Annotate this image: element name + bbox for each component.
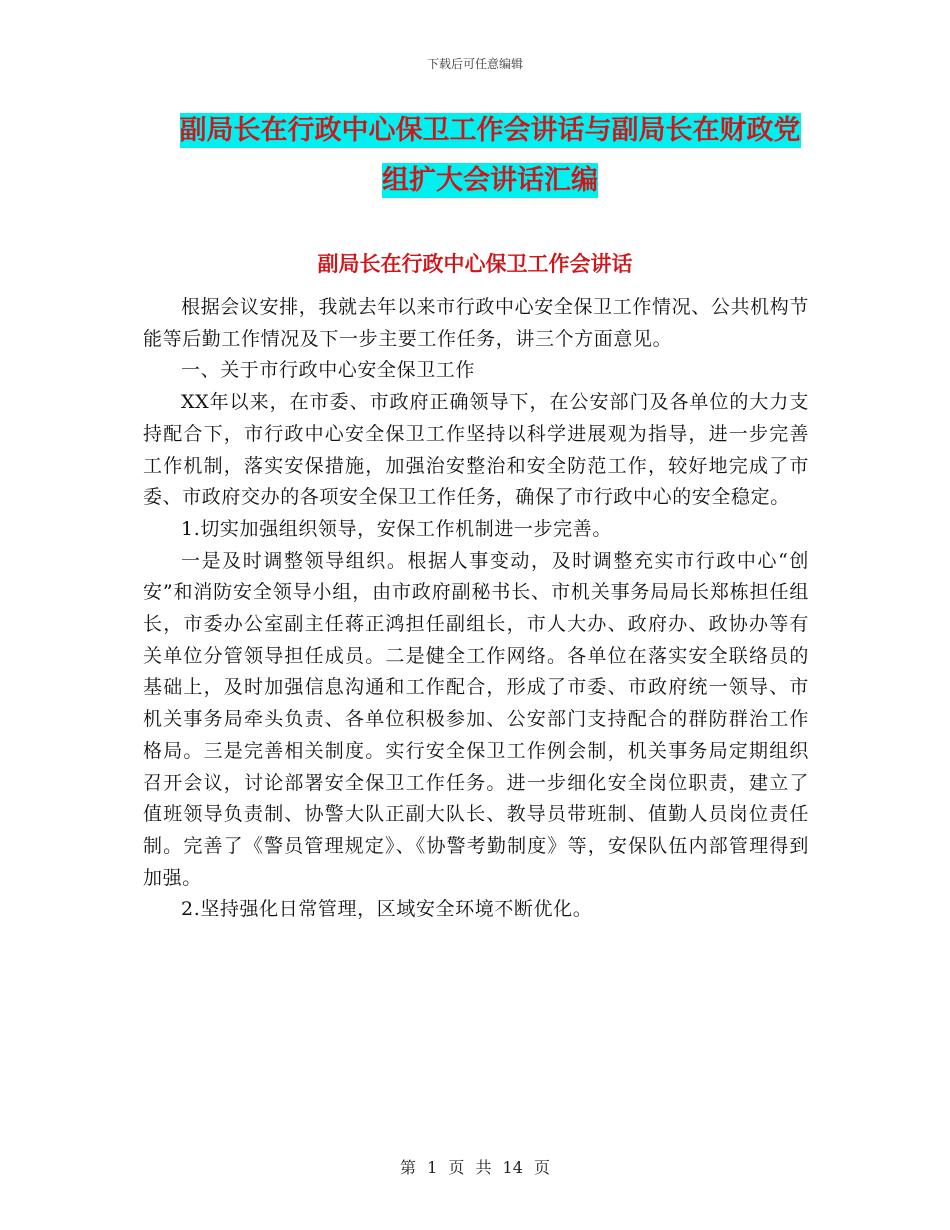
document-body: [143, 292, 809, 926]
paragraph: 根据会议安排，我就去年以来市行政中心安全保卫工作情况、公共机构节能等后勤工作情况及下一步主要工作任务，讲三个方面意见。: [143, 296, 809, 350]
section-title: 副局长在行政中心保卫工作会讲话: [317, 252, 633, 276]
paragraph: 1.切实加强组织领导，安保工作机制进一步完善。: [181, 517, 612, 540]
paragraph: 一是及时调整领导组织。根据人事变动，及时调整充实市行政中心“创安”和消防安全领导小组，由市政府副秘书长、市机关事务局局长郑栋担任组长，市委办公室副主任蒋正鸿担任副组长，市人大办、政府办、政协办等有关单位分管领导担任成员。二是健全工作网络。各单位在落实安全联络员的基础上，及时加强信息沟通和工作配合，形成了市委、市政府统一领导、市机关事务局牵头负责、各单位积极参加、公安部门支持配合的群防群治工作格局。三是完善相关制度。实行安全保卫工作例会制，机关事务局定期组织召开会议，讨论部署安全保卫工作任务。进一步细化安全岗位职责，建立了值班领导负责制、协警大队正副大队长、教导员带班制、值勤人员岗位责任制。完善了《警员管理规定》、《协警考勤制度》等，安保队伍内部管理得到加强。: [143, 549, 809, 889]
paragraph: 2.坚持强化日常管理，区域安全环境不断优化。: [181, 898, 593, 921]
document-title: [160, 106, 820, 206]
header-note: 下载后可任意编辑: [426, 57, 523, 71]
page-indicator: 第 1 页 共 14 页: [400, 1158, 550, 1177]
title-line-2: 组扩大会讲话汇编: [382, 165, 598, 196]
title-line-1: 副局长在行政中心保卫工作会讲话与副局长在财政党: [179, 115, 801, 146]
paragraph: XX年以来，在市委、市政府正确领导下，在公安部门及各单位的大力支持配合下，市行政中心安全保卫工作坚持以科学进展观为指导，进一步完善工作机制，落实安保措施，加强治安整治和安全防范工作，较好地完成了市委、市政府交办的各项安全保卫工作任务，确保了市行政中心的安全稳定。: [143, 391, 809, 509]
paragraph: 一、关于市行政中心安全保卫工作: [181, 359, 476, 382]
